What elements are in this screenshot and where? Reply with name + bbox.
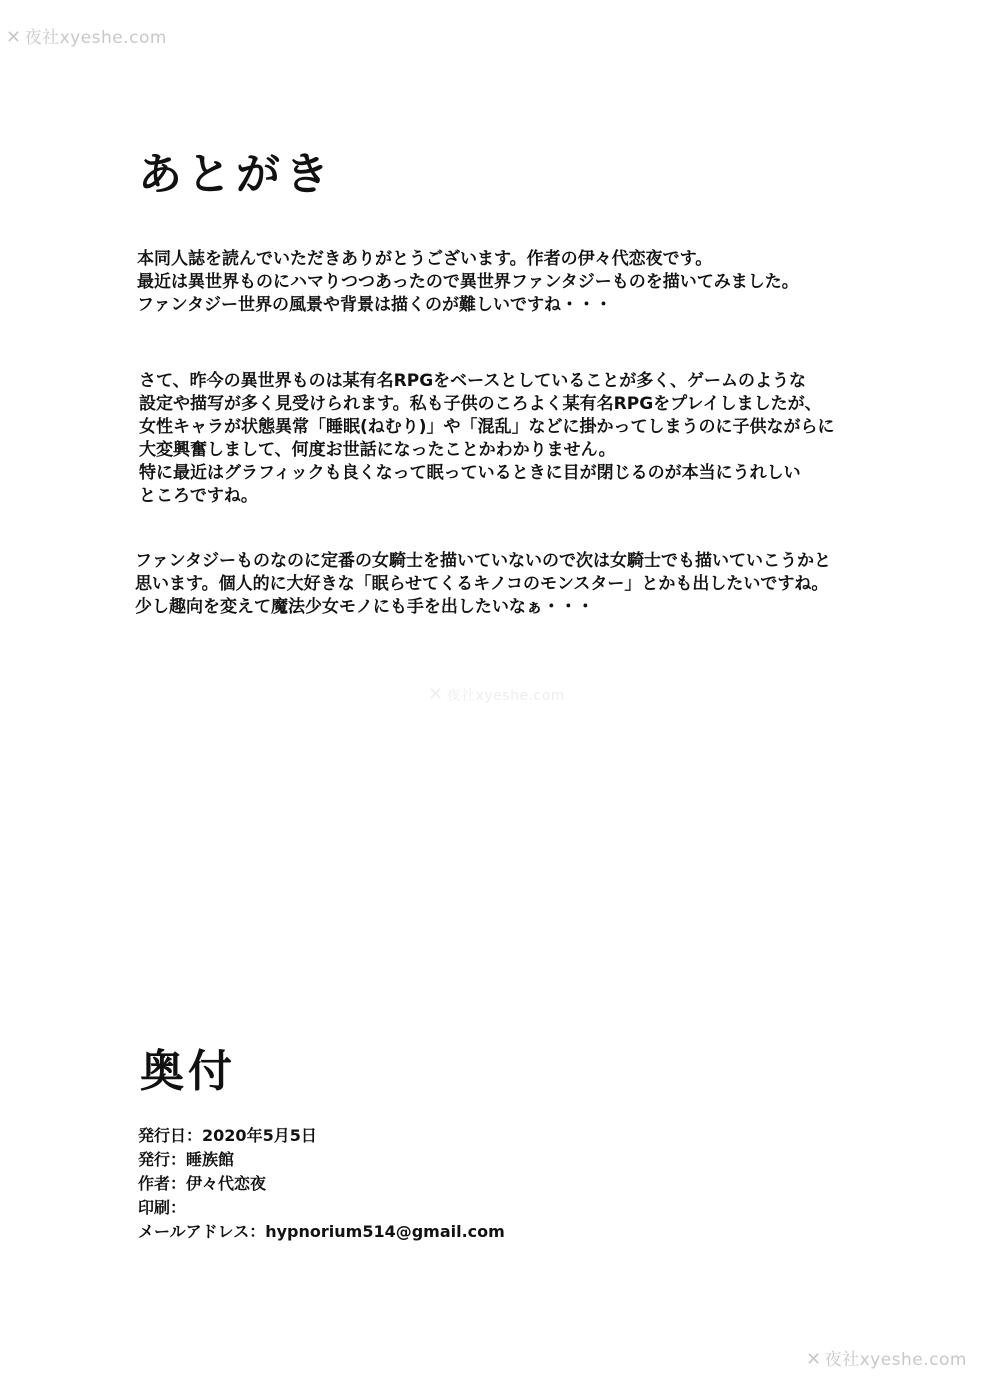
colophon-row-publisher [138, 1148, 505, 1172]
colophon-separator: ： [170, 1174, 187, 1193]
watermark-text: 夜社xyeshe.com [446, 688, 565, 704]
watermark-text: 夜社xyeshe.com [824, 1350, 967, 1370]
paragraph-line: 設定や描写が多く見受けられます。私も子供のころよく某有名RPGをプレイしましたが、 [139, 394, 822, 414]
colophon-label: 印刷 [138, 1198, 171, 1217]
colophon-row-printing [138, 1196, 505, 1220]
paragraph-line: 思います。個人的に大好きな「眠らせてくるキノコのモンスター」とかも出したいですね。 [135, 574, 829, 594]
watermark-bottom [806, 1345, 967, 1370]
paragraph-line: 特に最近はグラフィックも良くなって眠っているときに目が閉じるのが本当にうれしい [139, 463, 801, 483]
paragraph-line: ところですね。 [139, 486, 258, 506]
paragraph-line: 少し趣向を変えて魔法少女モノにも手を出したいなぁ・・・ [135, 597, 594, 617]
paragraph-line: 本同人誌を読んでいただきありがとうございます。作者の伊々代恋夜です。 [137, 249, 713, 269]
watermark-top [6, 23, 167, 48]
colophon-title: 奥付 [140, 1046, 236, 1097]
watermark-text: 夜社xyeshe.com [24, 28, 167, 48]
watermark-center [428, 684, 565, 705]
colophon-row-author [138, 1172, 505, 1196]
watermark-logo-icon: ✕ [428, 684, 444, 705]
colophon-value: 2020年5月5日 [202, 1126, 317, 1145]
colophon-label: 発行日 [138, 1126, 187, 1145]
afterword-paragraph-1 [137, 248, 799, 317]
paragraph-line: ファンタジーものなのに定番の女騎士を描いていないので次は女騎士でも描いていこうかと [135, 551, 831, 571]
paragraph-line: 最近は異世界ものにハマりつつあったので異世界ファンタジーものを描いてみました。 [137, 272, 799, 292]
afterword-paragraph-2 [139, 370, 835, 508]
colophon-details [138, 1124, 505, 1244]
colophon-separator: ： [249, 1222, 266, 1241]
colophon-label: 発行 [138, 1150, 171, 1169]
colophon-value: 伊々代恋夜 [186, 1174, 267, 1193]
colophon-label: メールアドレス [138, 1222, 250, 1241]
colophon-value: 睡族館 [186, 1150, 235, 1169]
afterword-title: あとがき [138, 149, 334, 200]
paragraph-line: さて、昨今の異世界ものは某有名RPGをベースとしていることが多く、ゲームのような [139, 371, 806, 391]
colophon-row-release-date [138, 1124, 505, 1148]
paragraph-line: 女性キャラが状態異常「睡眠(ねむり)」や「混乱」などに掛かってしまうのに子供ながらに [139, 417, 835, 437]
colophon-separator: ： [170, 1198, 187, 1217]
watermark-logo-icon: ✕ [6, 27, 22, 48]
colophon-row-email [138, 1220, 505, 1244]
colophon-value: hypnorium514@gmail.com [265, 1222, 505, 1241]
colophon-separator: ： [170, 1150, 187, 1169]
paragraph-line: 大変興奮しまして、何度お世話になったことかわかりません。 [139, 440, 616, 460]
colophon-separator: ： [186, 1126, 203, 1145]
colophon-label: 作者 [138, 1174, 171, 1193]
afterword-paragraph-3 [135, 550, 831, 619]
watermark-logo-icon: ✕ [806, 1349, 822, 1370]
paragraph-line: ファンタジー世界の風景や背景は描くのが難しいですね・・・ [137, 295, 612, 315]
